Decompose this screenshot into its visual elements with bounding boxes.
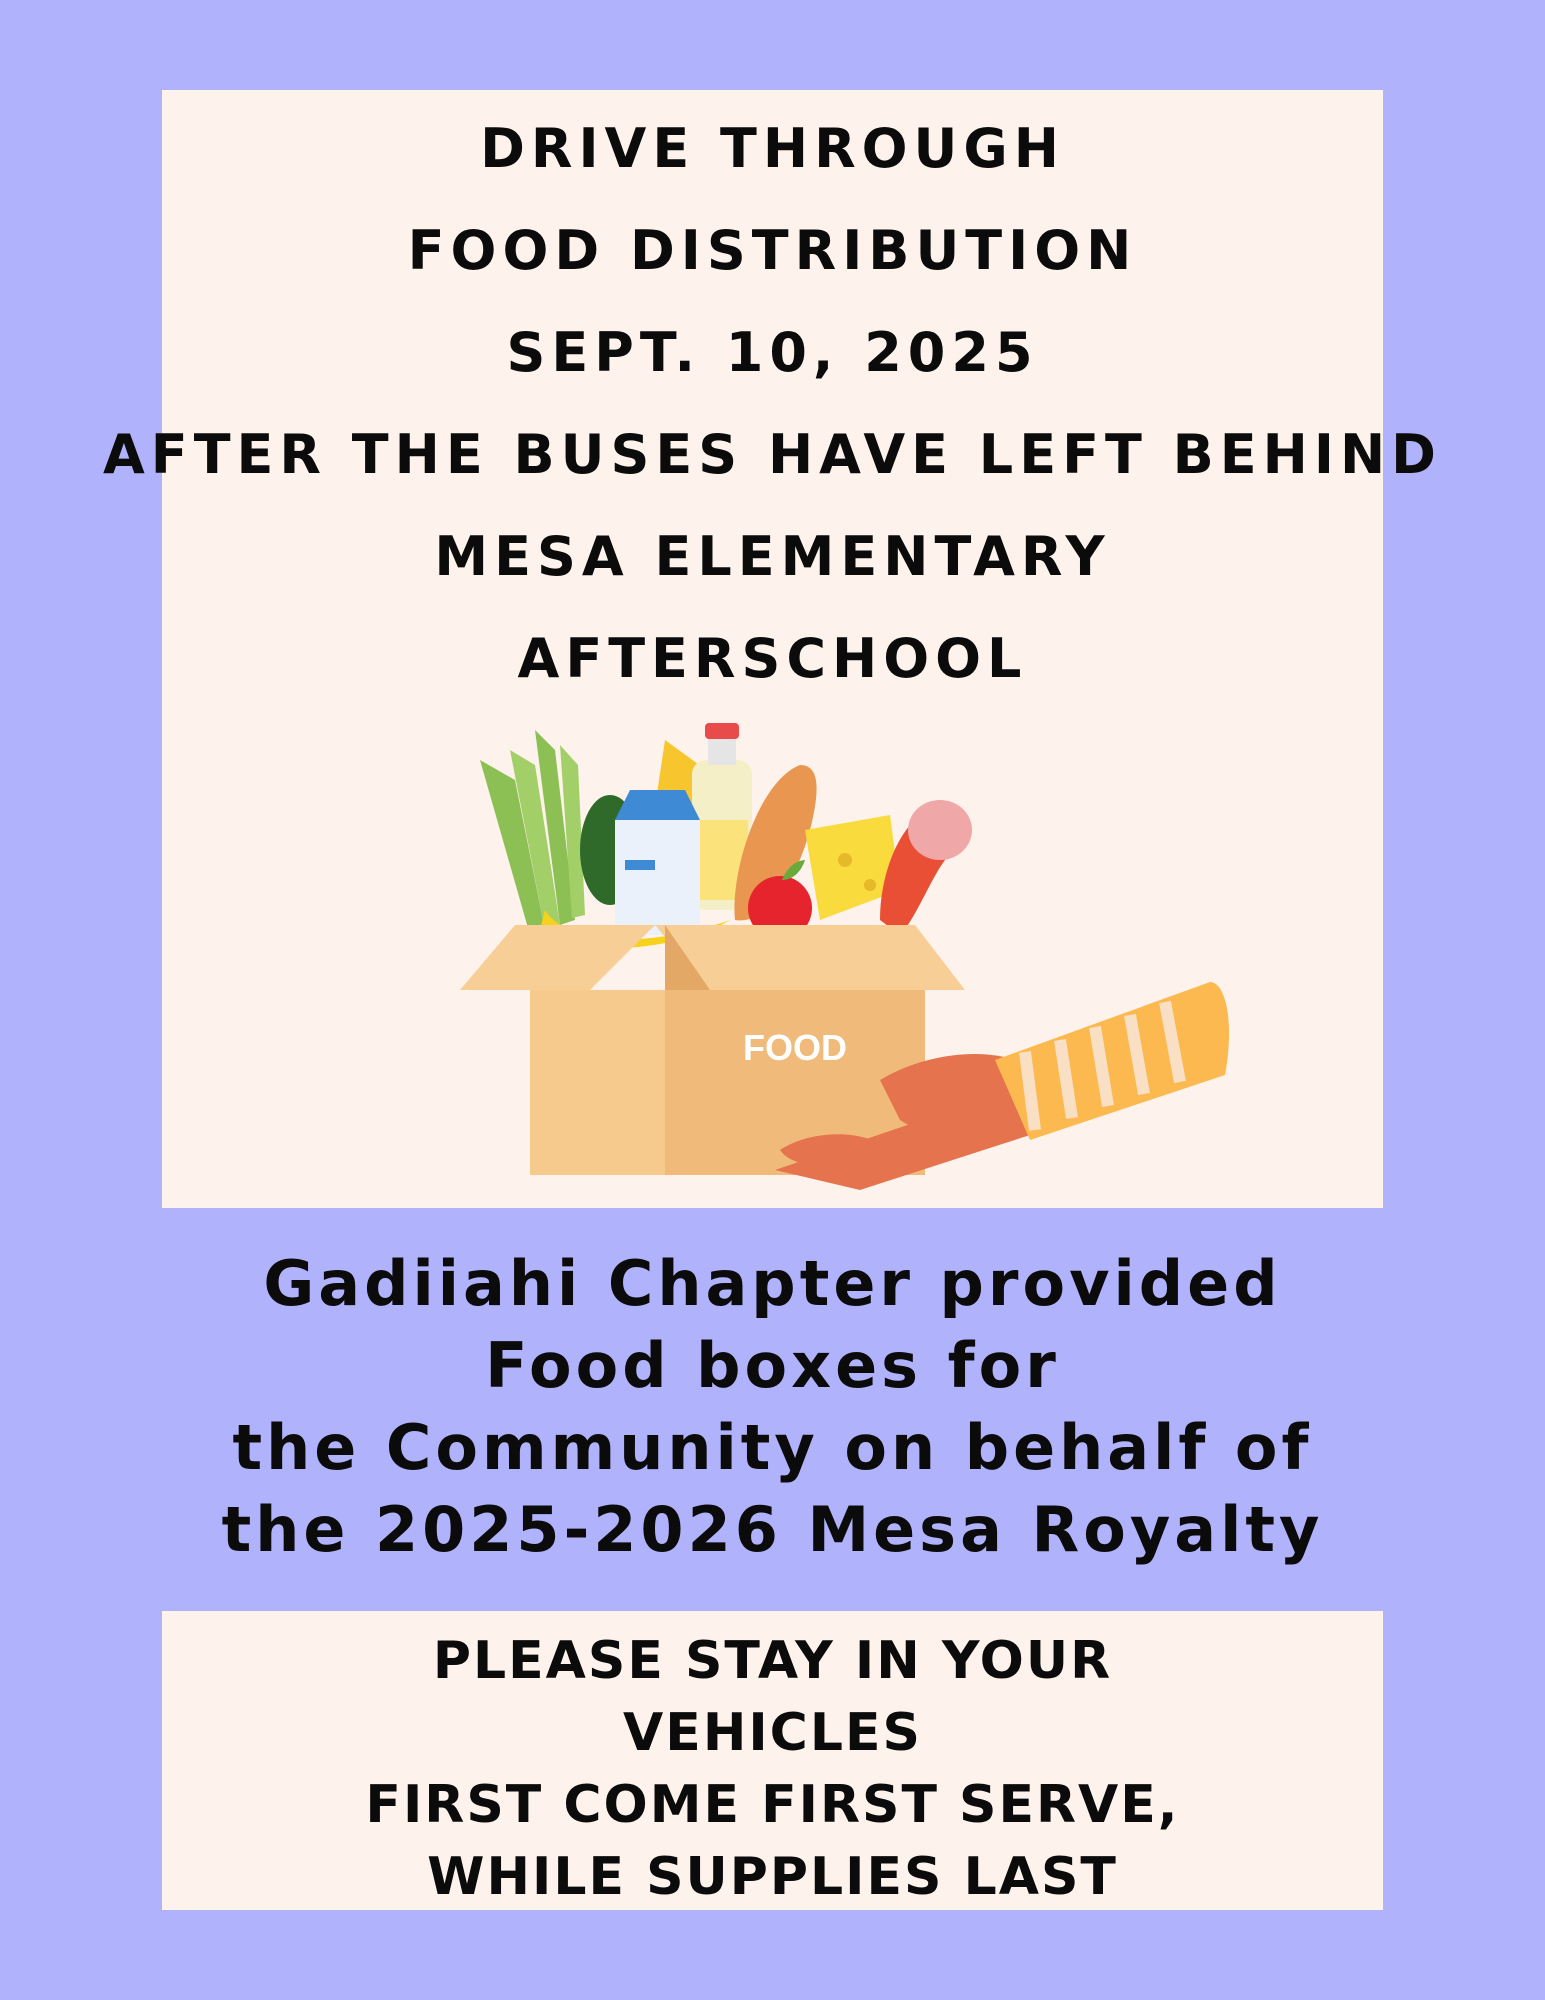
- food-box-illustration: [460, 720, 1240, 1190]
- notice-line-4: WHILE SUPPLIES LAST: [427, 1847, 1118, 1907]
- notice-line-2: VEHICLES: [623, 1703, 922, 1763]
- sleeve-icon: [995, 982, 1229, 1140]
- sausage-icon: [880, 800, 972, 935]
- notice-line-3: FIRST COME FIRST SERVE,: [365, 1775, 1180, 1835]
- headline-line-1: DRIVE THROUGH: [480, 117, 1065, 180]
- headline-line-6: AFTERSCHOOL: [517, 627, 1028, 690]
- headline-line-4: AFTER THE BUSES HAVE LEFT BEHIND: [103, 423, 1442, 486]
- notice-line-1: PLEASE STAY IN YOUR: [432, 1631, 1113, 1691]
- box-flap-left: [460, 925, 655, 990]
- milk-carton-icon: [615, 790, 700, 935]
- headline-line-2: FOOD DISTRIBUTION: [407, 219, 1138, 282]
- headline-location: MESA ELEMENTARY: [434, 525, 1111, 588]
- asparagus-icon: [480, 730, 585, 935]
- box-side: [530, 990, 665, 1175]
- box-label: FOOD: [743, 1027, 847, 1068]
- description-line-2: Food boxes for: [485, 1329, 1060, 1402]
- description-line-4: the 2025-2026 Mesa Royalty: [221, 1493, 1324, 1566]
- description-line-1: Gadiiahi Chapter provided: [263, 1247, 1282, 1320]
- description-line-3: the Community on behalf of: [232, 1411, 1313, 1484]
- headline-date: SEPT. 10, 2025: [506, 321, 1039, 384]
